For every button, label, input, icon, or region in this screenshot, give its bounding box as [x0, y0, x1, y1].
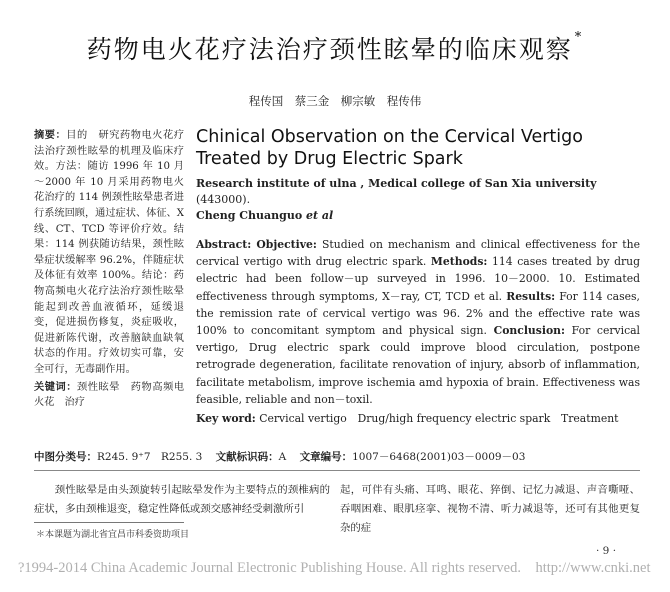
- article-number-label: 文章编号：: [299, 451, 353, 463]
- article-number-value: 1007－6468(2001)03－0009－03: [352, 451, 526, 463]
- paper-title-en: Chinical Observation on the Cervical Vertigo Treated by Drug Electric Spark: [196, 127, 583, 169]
- title-cn-text: 药物电火花疗法治疗颈性眩晕的临床观察: [86, 35, 573, 64]
- copyright-watermark: ?1994-2014 China Academic Journal Electronic Publishing House. All rights reserved. http://www.cnki.net: [18, 560, 651, 576]
- authors-cn: 程传国 蔡三金 柳宗敏 程传伟: [248, 94, 422, 108]
- author-en-etal: et al: [306, 209, 334, 222]
- keywords-en-text: Cervical vertigo Drug/high frequency electric spark Treatment: [255, 412, 619, 426]
- paper-title-cn: [0, 30, 670, 66]
- body-text-left: 颈性眩晕是由头颈旋转引起眩晕发作为主要特点的颈椎病的症状，多由颈椎退变，稳定性降低或颈交感神经受刺激所引: [34, 484, 330, 515]
- conclusion-text: For cervical vertigo, Drug electric spark could improve blood circulation, postpone retrograde degeneration, facilitate renovation of injury, absorb of inflammation, facilitate metabolism, improve ischemia amd hypoxia of brain. Effectiveness was feasible, reliable and non－toxil.: [196, 324, 640, 406]
- abstract-en-label: Abstract:: [196, 238, 252, 251]
- methods-text: 114 cases treated by drug electric had been follow－up surveyed in 1996. 10－2000. 10. Estimated effectiveness through symptoms, X－ray, CT, TCD et al.: [196, 255, 641, 303]
- objective-text: Studied on mechanism and clinical effectiveness for the cervical vertigo with drug electric spark.: [196, 238, 640, 269]
- institute-en-code: (443000).: [196, 193, 251, 206]
- methods-label: Methods:: [430, 255, 488, 269]
- abstract-cn-text: 目的 研究药物电火花疗法治疗颈性眩晕的机理及临床疗效。方法：随访 1996 年 10 月～2000 年 10 月采用药物电火花治疗的 114 例颈性眩晕患者进行系统回顾，通过症状、体征、X 线、CT、TCD 等评价疗效。结果：114 例获随访结果，颈性眩晕症状缓解率 96.2%，伴随症状及体征有效率 100%。结论：药物高频电火花疗法治疗颈性眩晕能起到改善血液循环，延缓退变，促进损伤修复，炎症吸收，促进新陈代谢，改善脑缺血缺氧状态的作用。疗效切实可靠，安全可行，无毒副作用。: [34, 130, 185, 375]
- clc-label: 中图分类号：: [34, 451, 97, 463]
- classification-line: [34, 449, 525, 464]
- results-label: Results:: [506, 289, 556, 303]
- english-abstract-column: [196, 126, 640, 427]
- doc-code-value: A: [278, 451, 287, 463]
- section-divider: [34, 470, 640, 471]
- clc-value: R245. 9⁺7 R255. 3: [97, 451, 203, 463]
- keywords-cn: [34, 380, 184, 411]
- title-footnote-mark: *: [574, 30, 584, 45]
- keywords-en: [196, 410, 640, 427]
- footnote: ＊本课题为湖北省宜昌市科委资助项目: [36, 530, 190, 540]
- footnote-divider: [34, 522, 184, 523]
- institute-en-name: Research institute of ulna , Medical college of San Xia university: [196, 177, 597, 190]
- keywords-cn-label: 关键词：: [34, 380, 78, 393]
- author-en: [196, 208, 640, 224]
- conclusion-label: Conclusion:: [493, 324, 565, 338]
- page-number: · 9 ·: [596, 545, 617, 557]
- doc-code-label: 文献标识码：: [215, 451, 279, 463]
- abstract-cn-column: [34, 128, 184, 411]
- author-en-name: Cheng Chuanguo: [196, 209, 306, 222]
- abstract-en: [196, 236, 640, 408]
- abstract-cn: [34, 128, 184, 378]
- keywords-cn-text: 颈性眩晕 药物高频电火花 治疗: [34, 381, 185, 409]
- body-text-right: 起，可伴有头痛、耳鸣、眼花、猝倒、记忆力减退、声音嘶哑、吞咽困难、眼肌痉挛、视物不清、听力减退等，还可有其他更复杂的症: [340, 484, 640, 534]
- results-text: For 114 cases, the remission rate of cervical vertigo was 96. 2% and the effective rate was 100% to concomitant symptom and physical sign.: [196, 289, 640, 338]
- institute-en: [196, 176, 640, 208]
- abstract-cn-label: 摘要：: [34, 129, 67, 141]
- keywords-en-label: Key word:: [196, 412, 256, 426]
- objective-label: Objective:: [256, 238, 317, 251]
